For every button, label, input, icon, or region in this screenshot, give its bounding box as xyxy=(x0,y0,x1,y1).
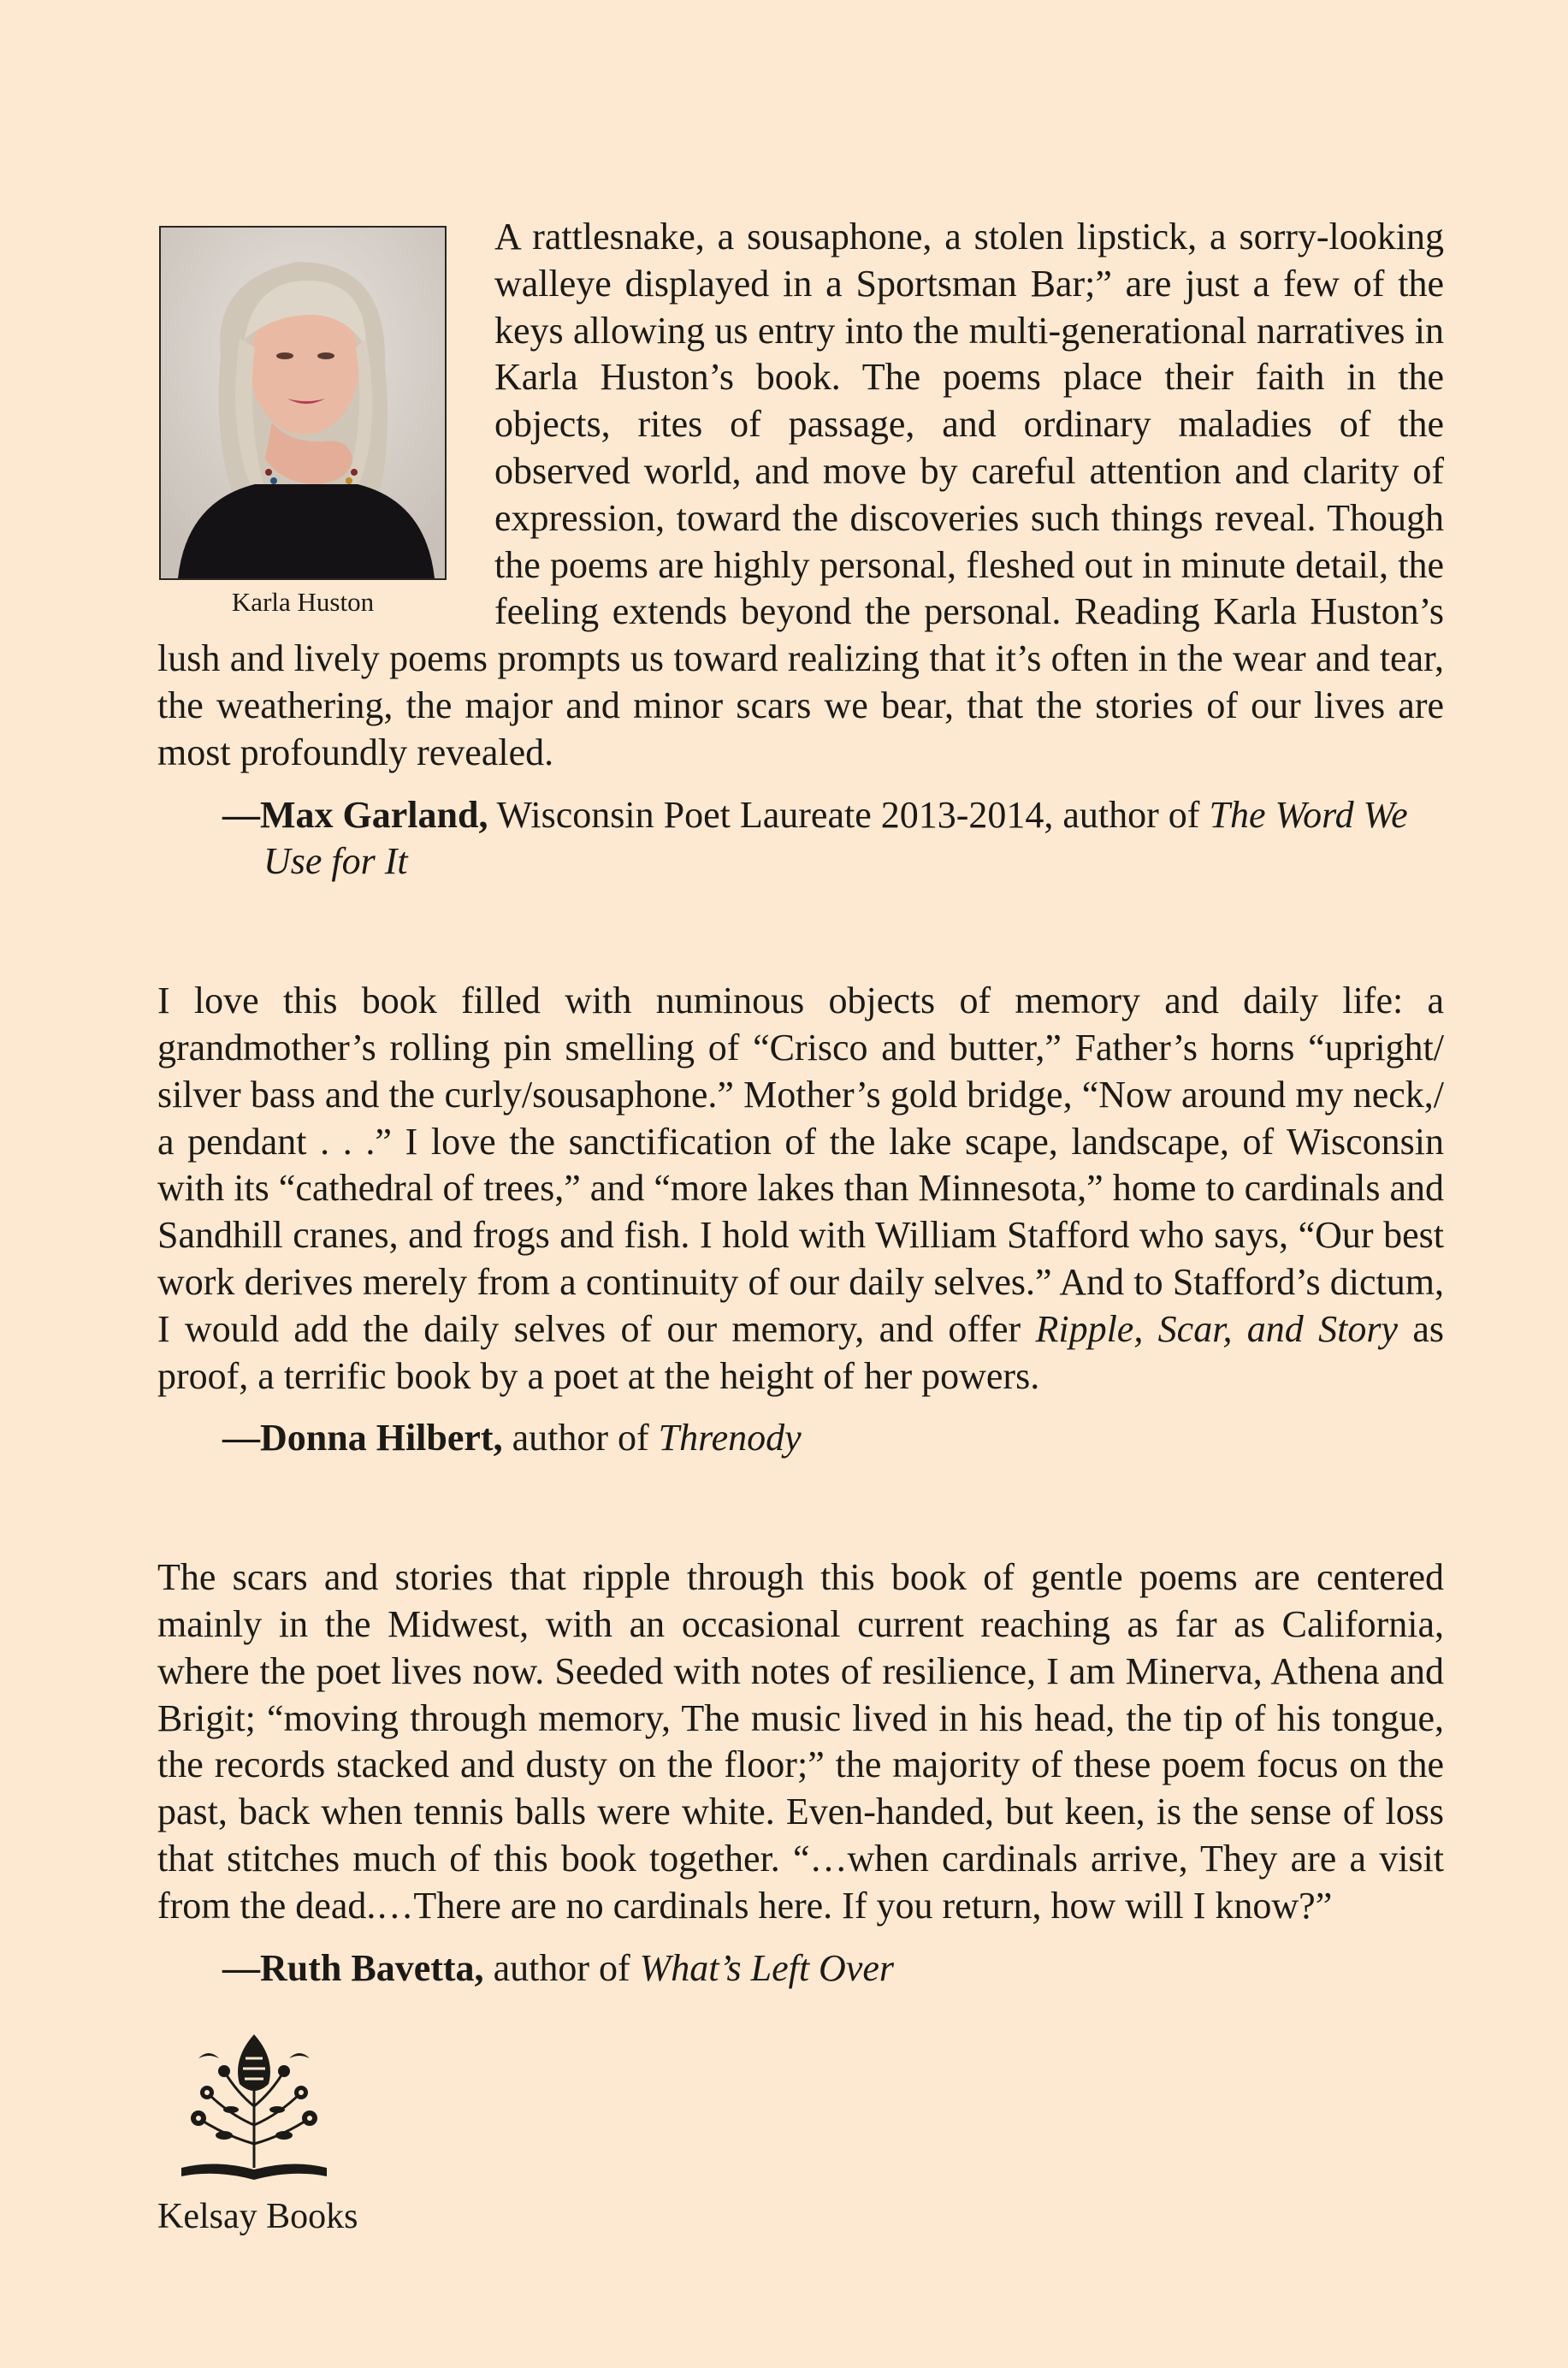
attribution-book-title: Threnody xyxy=(658,1417,802,1459)
blurb-text: A rattlesnake, a sousaphone, a stolen lipstick, a sorry-looking walleye displayed in a Sportsman Bar;” are just a few of the keys allowing us entry into the multi-generational narratives in Karla Huston’s book. The poems place their faith in the objects, rites of passage, and ordinary maladies of the observed world, and move by careful attention and clarity of expression, toward the discoveries such things reveal. Though the poems are highly personal, fleshed out in minute detail, the feeling extends beyond the personal. Reading Karla Huston’s lush and lively poems prompts us toward realizing that it’s often in the wear and tear, the weathering, the major and minor scars we bear, that the stories of our lives are most profoundly revealed. xyxy=(157,216,1444,773)
blurb-attribution xyxy=(222,1945,1444,1992)
attribution-name: —Donna Hilbert, xyxy=(222,1417,503,1459)
attribution-name: —Max Garland, xyxy=(222,793,488,836)
author-photo-caption: Karla Huston xyxy=(231,587,375,617)
blurb-text: The scars and stories that ripple through this book of gentle poems are centered mainly in the Midwest, with an occasional current reaching as far as California, where the poet lives now. Seeded with notes of resilience, I am Minerva, Athena and Brigit; “moving through memory, The music lived in his head, the tip of his tongue, the records stacked and dusty on the floor;” the majority of these poem focus on the past, back when tennis balls were white. Even-handed, but keen, is the sense of loss that stitches much of this book together. “…when cardinals arrive, They are a visit from the dead.…There are no cardinals here. If you return, how will I know?” xyxy=(157,1556,1444,1927)
author-photo-block xyxy=(157,226,448,619)
back-cover-content xyxy=(157,214,1444,1992)
blurb-ruth-bavetta xyxy=(157,1554,1444,1992)
publisher-name: Kelsay Books xyxy=(157,2197,358,2236)
kelsay-tree-logo-icon xyxy=(164,2024,344,2187)
attribution-credential: author of xyxy=(502,1417,659,1459)
author-photo xyxy=(159,226,447,580)
attribution-book-title: What’s Left Over xyxy=(639,1946,895,1989)
blurb-attribution xyxy=(222,792,1444,886)
blurb-text xyxy=(157,978,1444,1400)
attribution-credential: Wisconsin Poet Laureate 2013-2014, author of xyxy=(488,793,1210,836)
blurb-text-part: I love this book filled with numinous objects of memory and daily life: a grandmother’s rolling pin smelling of “Crisco and butter,” Father’s horns “upright/ silver bass and the curly/sousaphone.” Mother’s gold bridge, “Now around my neck,/ a pendant . . .” I love the sanctification of the lake scape, landscape, of Wisconsin with its “cathedral of trees,” and “more lakes than Minnesota,” home to cardinals and Sandhill cranes, and frogs and fish. I hold with William Stafford who says, “Our best work derives merely from a continuity of our daily selves.” And to Stafford’s dictum, I would add the daily selves of our memory, and offer xyxy=(157,980,1445,1350)
attribution-book-title: The Word We Use for It xyxy=(263,793,1408,883)
attribution-credential: author of xyxy=(483,1946,640,1989)
attribution-name: —Ruth Bavetta, xyxy=(222,1946,484,1989)
blurb-max-garland xyxy=(157,214,1444,885)
author-portrait-image xyxy=(161,228,445,578)
blurb-book-title: Ripple, Scar, and Story xyxy=(1035,1307,1398,1350)
blurb-attribution xyxy=(222,1415,1444,1462)
blurb-text-part: as proof, a terrific book by a poet at the height of her powers. xyxy=(157,1307,1444,1397)
blurb-donna-hilbert xyxy=(157,978,1444,1462)
publisher-block xyxy=(157,2024,380,2237)
